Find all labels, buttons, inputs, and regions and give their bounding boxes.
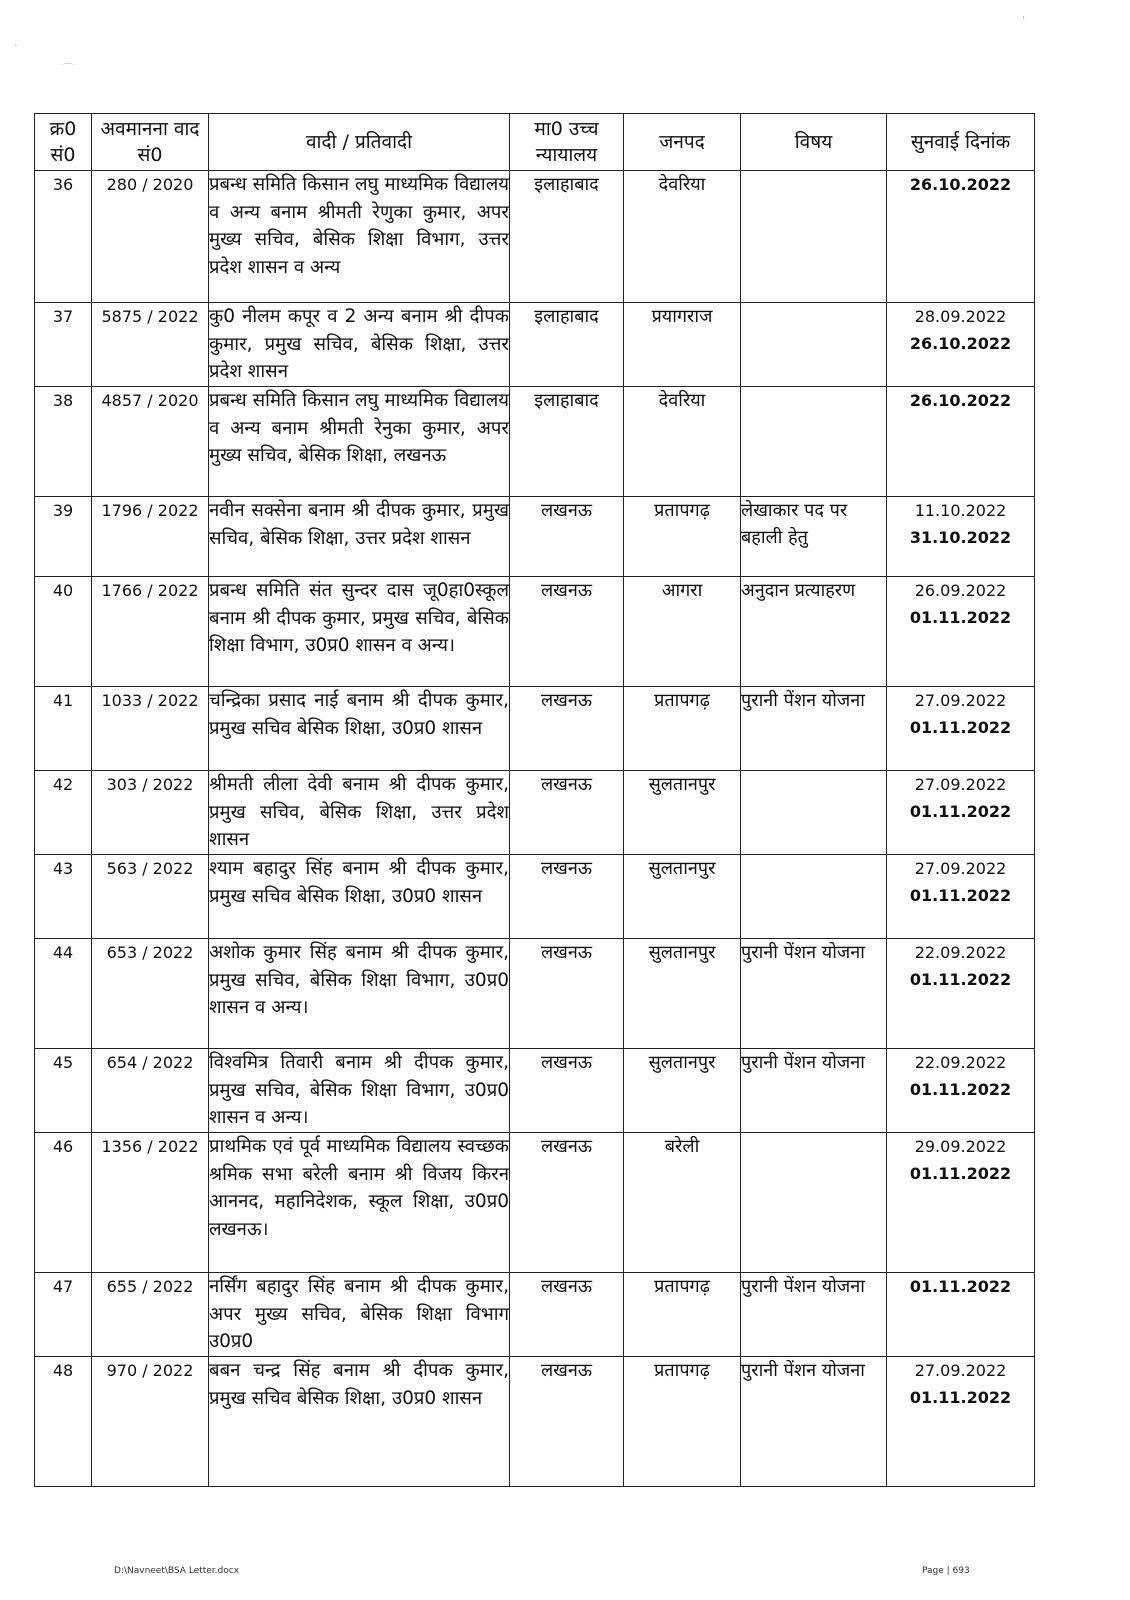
serial-cell: 46: [35, 1133, 92, 1273]
parties-cell: चन्द्रिका प्रसाद नाई बनाम श्री दीपक कुमार, प्रमुख सचिव बेसिक शिक्षा, उ0प्र0 शासन: [209, 687, 510, 771]
subject-cell: पुरानी पेंशन योजना: [741, 687, 887, 771]
serial-cell: 43: [35, 855, 92, 939]
high-court-cell: लखनऊ: [510, 1133, 624, 1273]
district-cell: सुलतानपुर: [624, 771, 741, 855]
hearing-date-cell: [887, 855, 1035, 939]
case-number-cell: 303 / 2022: [92, 771, 209, 855]
case-number-cell: 653 / 2022: [92, 939, 209, 1049]
parties-cell: नवीन सक्सेना बनाम श्री दीपक कुमार, प्रमुख सचिव, बेसिक शिक्षा, उत्तर प्रदेश शासन: [209, 497, 510, 577]
high-court-cell: लखनऊ: [510, 577, 624, 687]
subject-cell: [741, 303, 887, 387]
serial-cell: 42: [35, 771, 92, 855]
high-court-cell: लखनऊ: [510, 687, 624, 771]
hearing-date-cell: [887, 577, 1035, 687]
hearing-date-cell: [887, 387, 1035, 497]
high-court-cell: लखनऊ: [510, 855, 624, 939]
district-cell: बरेली: [624, 1133, 741, 1273]
next-hearing-date: 31.10.2022: [909, 528, 1012, 547]
serial-cell: 39: [35, 497, 92, 577]
case-number-cell: 1356 / 2022: [92, 1133, 209, 1273]
subject-cell: पुरानी पेंशन योजना: [741, 1049, 887, 1133]
previous-date: 29.09.2022: [914, 1137, 1007, 1156]
hearing-date-cell: [887, 171, 1035, 303]
case-number-cell: 5875 / 2022: [92, 303, 209, 387]
serial-cell: 36: [35, 171, 92, 303]
parties-cell: बबन चन्द्र सिंह बनाम श्री दीपक कुमार, प्रमुख सचिव बेसिक शिक्षा, उ0प्र0 शासन: [209, 1357, 510, 1487]
district-cell: सुलतानपुर: [624, 1049, 741, 1133]
parties-cell: प्राथमिक एवं पूर्व माध्यमिक विद्यालय स्वच्छक श्रमिक सभा बरेली बनाम श्री विजय किरन आननद, महानिदेशक, स्कूल शिक्षा, उ0प्र0 लखनऊ।: [209, 1133, 510, 1273]
subject-cell: [741, 387, 887, 497]
high-court-cell: इलाहाबाद: [510, 387, 624, 497]
hearing-date-cell: [887, 771, 1035, 855]
high-court-cell: लखनऊ: [510, 1049, 624, 1133]
district-cell: प्रतापगढ़: [624, 497, 741, 577]
table-row: [35, 1273, 1035, 1357]
hearing-date-cell: [887, 1357, 1035, 1487]
high-court-cell: इलाहाबाद: [510, 171, 624, 303]
case-number-cell: 563 / 2022: [92, 855, 209, 939]
hearing-date-cell: [887, 303, 1035, 387]
case-number-cell: 655 / 2022: [92, 1273, 209, 1357]
next-hearing-date: 01.11.2022: [909, 970, 1012, 989]
hearing-date-cell: [887, 687, 1035, 771]
parties-cell: विश्वमित्र तिवारी बनाम श्री दीपक कुमार, प्रमुख सचिव, बेसिक शिक्षा विभाग, उ0प्र0 शासन व अन्य।: [209, 1049, 510, 1133]
header-district: जनपद: [624, 114, 741, 171]
next-hearing-date: 01.11.2022: [909, 886, 1012, 905]
previous-date: 26.09.2022: [914, 581, 1007, 600]
parties-cell: प्रबन्ध समिति संत सुन्दर दास जू0हा0स्कूल बनाम श्री दीपक कुमार, प्रमुख सचिव, बेसिक शिक्षा विभाग, उ0प्र0 शासन व अन्य।: [209, 577, 510, 687]
header-case-number: अवमानना वाद सं0: [92, 114, 209, 171]
previous-date: 11.10.2022: [914, 501, 1007, 520]
table-header-row: [35, 114, 1035, 171]
table-row: [35, 1049, 1035, 1133]
previous-date: 27.09.2022: [914, 859, 1007, 878]
table-row: [35, 1357, 1035, 1487]
district-cell: देवरिया: [624, 387, 741, 497]
district-cell: आगरा: [624, 577, 741, 687]
previous-date: 27.09.2022: [914, 691, 1007, 710]
parties-cell: अशोक कुमार सिंह बनाम श्री दीपक कुमार, प्रमुख सचिव, बेसिक शिक्षा विभाग, उ0प्र0 शासन व अन्य।: [209, 939, 510, 1049]
table-row: [35, 771, 1035, 855]
case-number-cell: 1033 / 2022: [92, 687, 209, 771]
serial-cell: 44: [35, 939, 92, 1049]
table-row: [35, 939, 1035, 1049]
table-row: [35, 687, 1035, 771]
serial-cell: 41: [35, 687, 92, 771]
subject-cell: [741, 1133, 887, 1273]
case-number-cell: 1796 / 2022: [92, 497, 209, 577]
parties-cell: नर्सिंग बहादुर सिंह बनाम श्री दीपक कुमार, अपर मुख्य सचिव, बेसिक शिक्षा विभाग उ0प्र0: [209, 1273, 510, 1357]
serial-cell: 40: [35, 577, 92, 687]
hearing-date-cell: [887, 939, 1035, 1049]
case-number-cell: 4857 / 2020: [92, 387, 209, 497]
high-court-cell: इलाहाबाद: [510, 303, 624, 387]
header-high-court: मा0 उच्च न्यायालय: [510, 114, 624, 171]
next-hearing-date: 01.11.2022: [909, 1277, 1012, 1296]
header-hearing-date: सुनवाई दिनांक: [887, 114, 1035, 171]
next-hearing-date: 26.10.2022: [909, 391, 1012, 410]
next-hearing-date: 01.11.2022: [909, 608, 1012, 627]
table-row: [35, 303, 1035, 387]
hearing-date-cell: [887, 1049, 1035, 1133]
scan-speck: ': [1022, 14, 1026, 28]
high-court-cell: लखनऊ: [510, 939, 624, 1049]
next-hearing-date: 01.11.2022: [909, 718, 1012, 737]
next-hearing-date: 01.11.2022: [909, 1388, 1012, 1407]
parties-cell: कु0 नीलम कपूर व 2 अन्य बनाम श्री दीपक कुमार, प्रमुख सचिव, बेसिक शिक्षा, उत्तर प्रदेश शासन: [209, 303, 510, 387]
footer-page-number: Page | 693: [922, 1566, 970, 1576]
district-cell: प्रतापगढ़: [624, 1357, 741, 1487]
next-hearing-date: 01.11.2022: [909, 802, 1012, 821]
district-cell: देवरिया: [624, 171, 741, 303]
parties-cell: प्रबन्ध समिति किसान लघु माध्यमिक विद्यालय व अन्य बनाम श्रीमती रेणुका कुमार, अपर मुख्य सचिव, बेसिक शिक्षा विभाग, उत्तर प्रदेश शासन व अन्य: [209, 171, 510, 303]
hearing-date-cell: [887, 497, 1035, 577]
parties-cell: प्रबन्ध समिति किसान लघु माध्यमिक विद्यालय व अन्य बनाम श्रीमती रेनुका कुमार, अपर मुख्य सचिव, बेसिक शिक्षा, लखनऊ: [209, 387, 510, 497]
serial-cell: 45: [35, 1049, 92, 1133]
header-subject: विषय: [741, 114, 887, 171]
serial-cell: 48: [35, 1357, 92, 1487]
next-hearing-date: 01.11.2022: [909, 1080, 1012, 1099]
subject-cell: [741, 771, 887, 855]
header-parties: वादी / प्रतिवादी: [209, 114, 510, 171]
table-row: [35, 1133, 1035, 1273]
next-hearing-date: 01.11.2022: [909, 1164, 1012, 1183]
district-cell: सुलतानपुर: [624, 855, 741, 939]
scan-speck: ·: [14, 38, 18, 52]
previous-date: 27.09.2022: [914, 1361, 1007, 1380]
district-cell: प्रतापगढ़: [624, 1273, 741, 1357]
high-court-cell: लखनऊ: [510, 771, 624, 855]
district-cell: प्रतापगढ़: [624, 687, 741, 771]
header-serial: क्र0 सं0: [35, 114, 92, 171]
district-cell: सुलतानपुर: [624, 939, 741, 1049]
parties-cell: श्रीमती लीला देवी बनाम श्री दीपक कुमार, प्रमुख सचिव, बेसिक शिक्षा, उत्तर प्रदेश शासन: [209, 771, 510, 855]
high-court-cell: लखनऊ: [510, 1273, 624, 1357]
district-cell: प्रयागराज: [624, 303, 741, 387]
case-number-cell: 280 / 2020: [92, 171, 209, 303]
case-number-cell: 1766 / 2022: [92, 577, 209, 687]
subject-cell: अनुदान प्रत्याहरण: [741, 577, 887, 687]
table-row: [35, 387, 1035, 497]
subject-cell: लेखाकार पद पर बहाली हेतु: [741, 497, 887, 577]
footer-file-path: D:\Navneet\BSA Letter.docx: [114, 1566, 240, 1576]
high-court-cell: लखनऊ: [510, 497, 624, 577]
next-hearing-date: 26.10.2022: [909, 175, 1012, 194]
case-number-cell: 654 / 2022: [92, 1049, 209, 1133]
case-number-cell: 970 / 2022: [92, 1357, 209, 1487]
subject-cell: [741, 855, 887, 939]
next-hearing-date: 26.10.2022: [909, 334, 1012, 353]
table-row: [35, 855, 1035, 939]
high-court-cell: लखनऊ: [510, 1357, 624, 1487]
previous-date: 27.09.2022: [914, 775, 1007, 794]
scan-mark: ⌒: [62, 62, 75, 76]
table-row: [35, 497, 1035, 577]
subject-cell: पुरानी पेंशन योजना: [741, 1357, 887, 1487]
subject-cell: [741, 171, 887, 303]
serial-cell: 38: [35, 387, 92, 497]
previous-date: 22.09.2022: [914, 1053, 1007, 1072]
table-row: [35, 577, 1035, 687]
hearing-schedule-table: [34, 113, 1035, 1487]
subject-cell: पुरानी पेंशन योजना: [741, 939, 887, 1049]
previous-date: 22.09.2022: [914, 943, 1007, 962]
subject-cell: पुरानी पेंशन योजना: [741, 1273, 887, 1357]
parties-cell: श्याम बहादुर सिंह बनाम श्री दीपक कुमार, प्रमुख सचिव बेसिक शिक्षा, उ0प्र0 शासन: [209, 855, 510, 939]
previous-date: 28.09.2022: [914, 307, 1007, 326]
hearing-date-cell: [887, 1273, 1035, 1357]
table-row: [35, 171, 1035, 303]
serial-cell: 47: [35, 1273, 92, 1357]
serial-cell: 37: [35, 303, 92, 387]
hearing-date-cell: [887, 1133, 1035, 1273]
